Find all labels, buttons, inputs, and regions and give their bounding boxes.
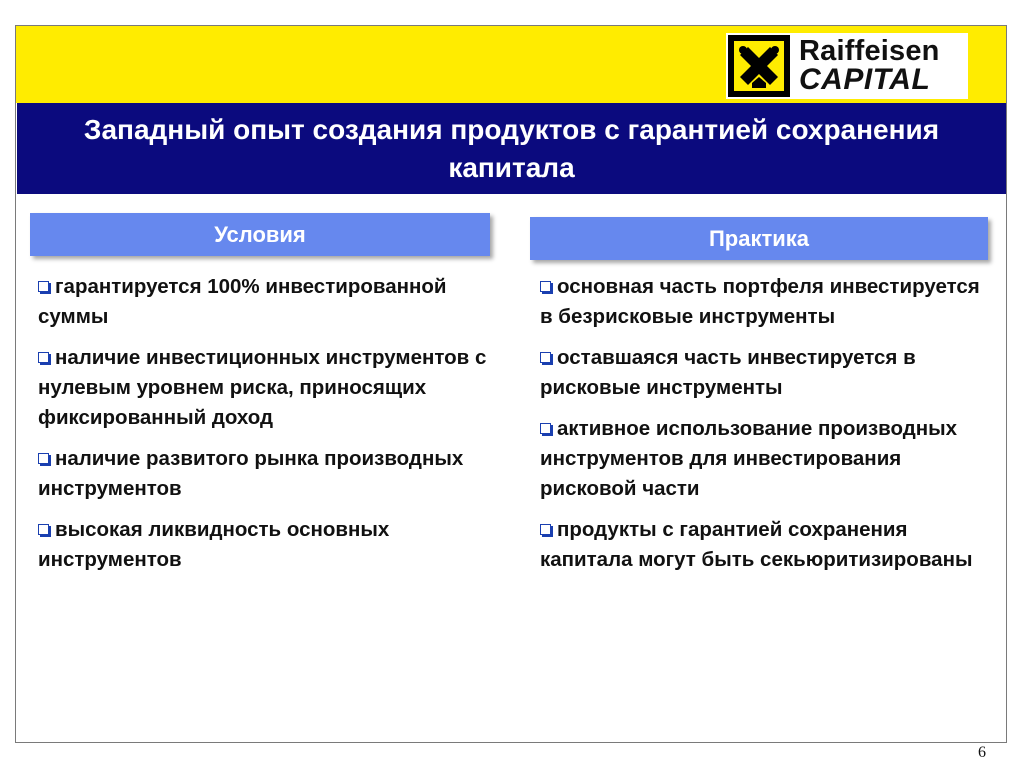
- list-item: [38, 343, 493, 433]
- logo-cross-graphic: [734, 41, 784, 91]
- logo-word-raiffeisen: Raiffeisen: [799, 35, 940, 67]
- slide-title: Западный опыт создания продуктов с гарантией сохранения капитала: [83, 113, 940, 183]
- square-bullet-icon: [540, 281, 551, 292]
- raiffeisen-capital-logo: [726, 33, 968, 99]
- list-item-text: гарантируется 100% инвестированной суммы: [38, 275, 447, 328]
- list-item: [540, 272, 990, 332]
- list-item-text: наличие развитого рынка производных инструментов: [38, 447, 464, 500]
- practice-list: [540, 272, 990, 586]
- square-bullet-icon: [540, 524, 551, 535]
- practice-header: [530, 217, 988, 260]
- list-item-text: высокая ликвидность основных инструментов: [38, 518, 390, 571]
- square-bullet-icon: [38, 453, 49, 464]
- square-bullet-icon: [38, 524, 49, 535]
- conditions-header: [30, 213, 490, 256]
- list-item: [38, 515, 493, 575]
- list-item: [540, 515, 990, 575]
- list-item-text: активное использование производных инструментов для инвестирования рисковой части: [540, 417, 958, 500]
- list-item-text: оставшаяся часть инвестируется в рисковые инструменты: [540, 346, 916, 399]
- title-band: [17, 103, 1006, 194]
- page-number: 6: [978, 744, 986, 761]
- square-bullet-icon: [540, 352, 551, 363]
- raiffeisen-cross-icon: [728, 35, 790, 97]
- list-item-text: продукты с гарантией сохранения капитала могут быть секьюритизированы: [540, 518, 973, 571]
- list-item: [540, 343, 990, 403]
- conditions-header-label: Условия: [214, 221, 306, 247]
- square-bullet-icon: [540, 423, 551, 434]
- practice-header-label: Практика: [708, 225, 810, 251]
- list-item-text: наличие инвестиционных инструментов с нулевым уровнем риска, приносящих фиксированный доход: [38, 346, 487, 429]
- list-item: [38, 444, 493, 504]
- list-item: [540, 414, 990, 504]
- list-item-text: основная часть портфеля инвестируется в безрисковые инструменты: [540, 275, 980, 328]
- logo-word-capital: CAPITAL: [799, 63, 931, 96]
- conditions-list: [38, 272, 493, 586]
- square-bullet-icon: [38, 352, 49, 363]
- square-bullet-icon: [38, 281, 49, 292]
- list-item: [38, 272, 493, 332]
